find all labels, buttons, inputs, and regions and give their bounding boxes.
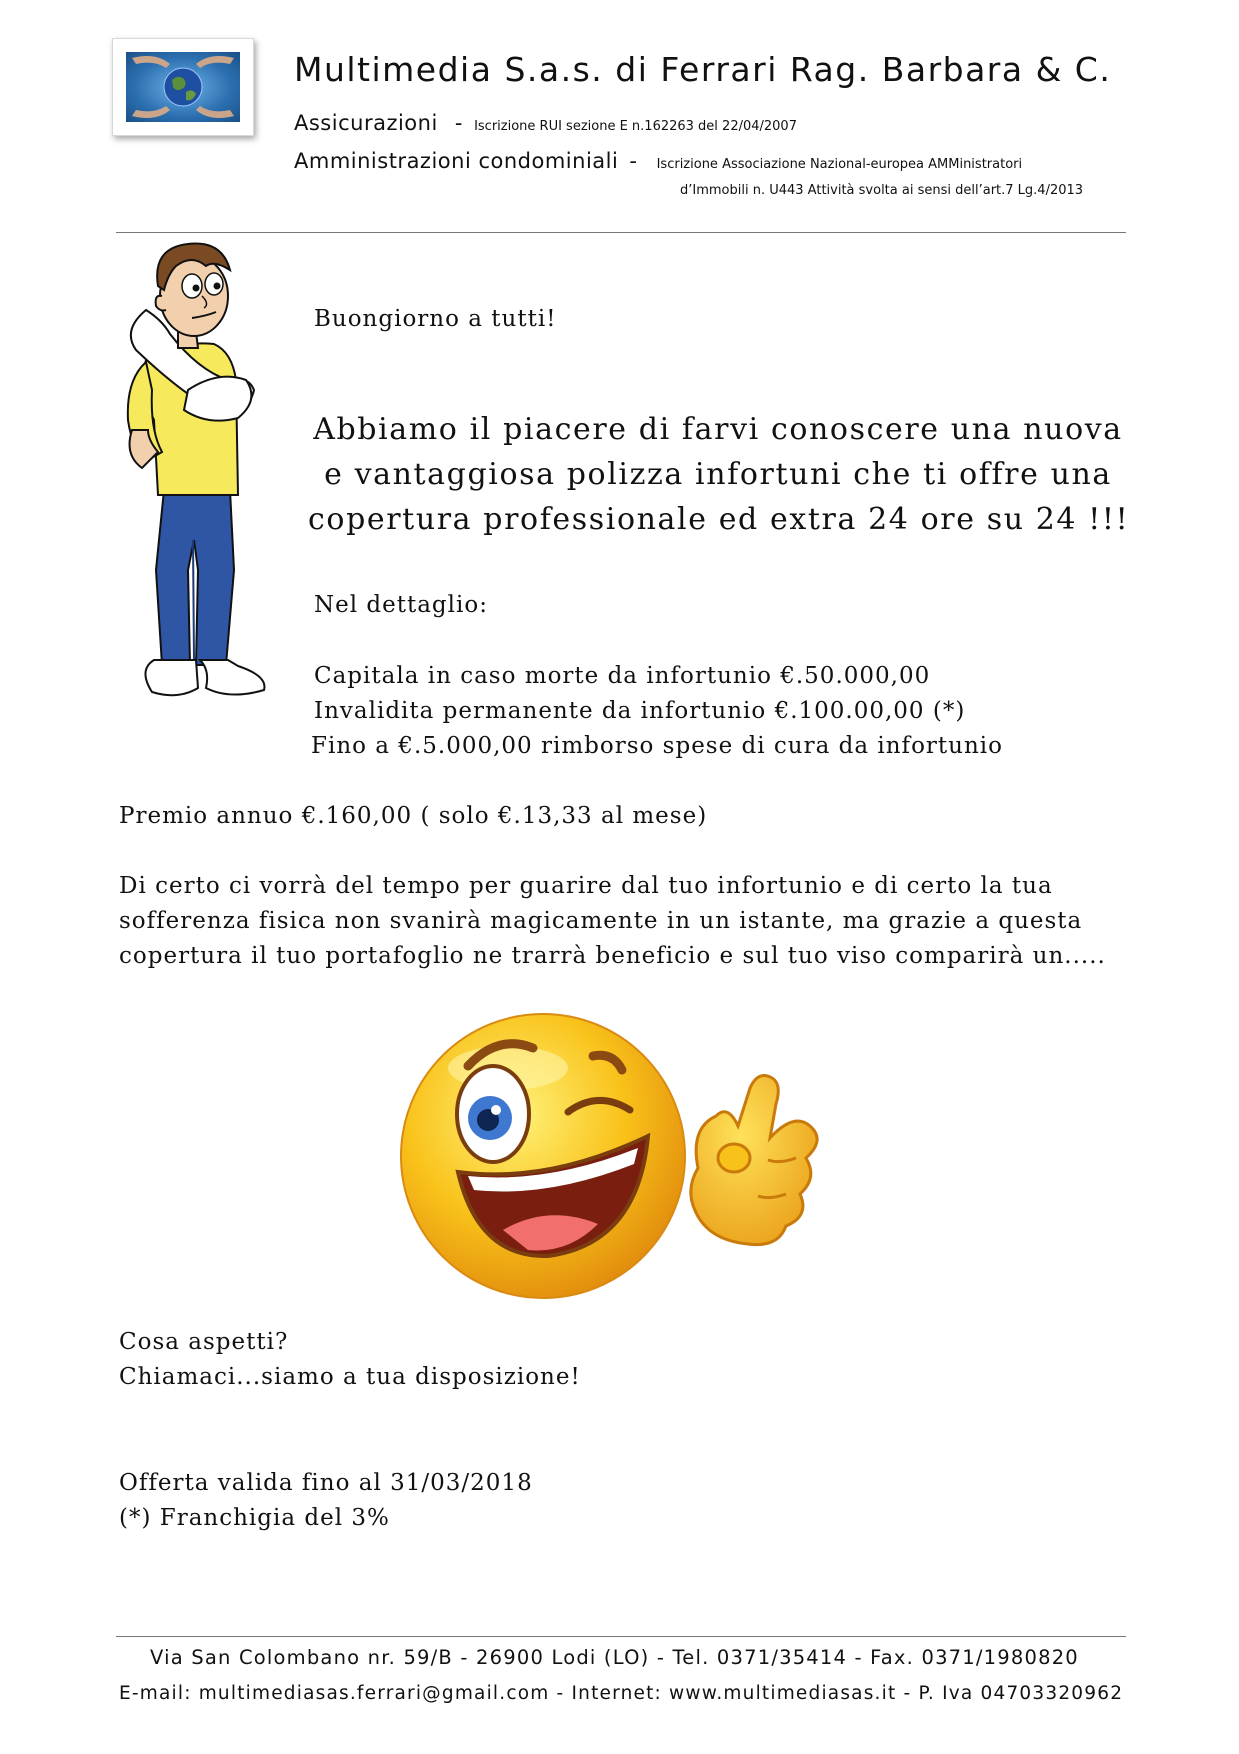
condo-label: Amministrazioni condominiali	[294, 149, 619, 173]
insurance-separator: -	[454, 111, 463, 135]
closing-invite: Chiamaci...siamo a tua disposizione!	[119, 1364, 581, 1390]
detail-item: Capitala in caso morte da infortunio €.50.000,00	[314, 663, 931, 689]
injured-man-illustration	[118, 240, 293, 710]
premium: Premio annuo €.160,00 ( solo €.13,33 al mese)	[119, 803, 708, 829]
condo-line	[294, 149, 1022, 173]
headline-line: e vantaggiosa polizza infortuni che ti offre una	[324, 457, 1112, 492]
insurance-registration: Iscrizione RUI sezione E n.162263 del 22/04/2007	[474, 119, 797, 134]
condo-registration-2: d’Immobili n. U443 Attività svolta ai sensi dell’art.7 Lg.4/2013	[680, 183, 1084, 198]
company-logo	[112, 38, 254, 136]
paragraph-line: Di certo ci vorrà del tempo per guarire dal tuo infortunio e di certo la tua	[119, 873, 1053, 899]
headline-line: Abbiamo il piacere di farvi conoscere una nuova	[313, 412, 1123, 447]
winking-smiley-icon	[398, 1008, 848, 1308]
header-divider	[116, 232, 1126, 233]
closing-question: Cosa aspetti?	[119, 1329, 289, 1355]
footnote: (*) Franchigia del 3%	[119, 1505, 390, 1531]
footer-address: Via San Colombano nr. 59/B - 26900 Lodi (LO) - Tel. 0371/35414 - Fax. 0371/1980820	[150, 1646, 1079, 1669]
insurance-line	[294, 111, 797, 135]
globe-hands-icon	[126, 52, 240, 122]
detail-item: Fino a €.5.000,00 rimborso spese di cura da infortunio	[311, 733, 1003, 759]
details-intro: Nel dettaglio:	[314, 592, 488, 618]
condo-separator: -	[629, 149, 638, 173]
offer-validity: Offerta valida fino al 31/03/2018	[119, 1470, 533, 1496]
footer-contacts: E-mail: multimediasas.ferrari@gmail.com - Internet: www.multimediasas.it - P. Iva 04703320962	[119, 1683, 1124, 1704]
greeting: Buongiorno a tutti!	[314, 306, 557, 332]
footer-divider	[116, 1636, 1126, 1637]
company-name: Multimedia S.a.s. di Ferrari Rag. Barbara & C.	[294, 50, 1112, 89]
insurance-label: Assicurazioni	[294, 111, 438, 135]
paragraph-line: copertura il tuo portafoglio ne trarrà beneficio e sul tuo viso comparirà un.....	[119, 943, 1106, 969]
condo-registration-1: Iscrizione Associazione Nazional-europea AMMinistratori	[656, 157, 1023, 172]
headline	[308, 407, 1128, 542]
paragraph-line: sofferenza fisica non svanirà magicamente in un istante, ma grazie a questa	[119, 908, 1083, 934]
detail-item: Invalidita permanente da infortunio €.100.00,00 (*)	[314, 698, 966, 724]
headline-line: copertura professionale ed extra 24 ore su 24 !!!	[308, 502, 1130, 537]
